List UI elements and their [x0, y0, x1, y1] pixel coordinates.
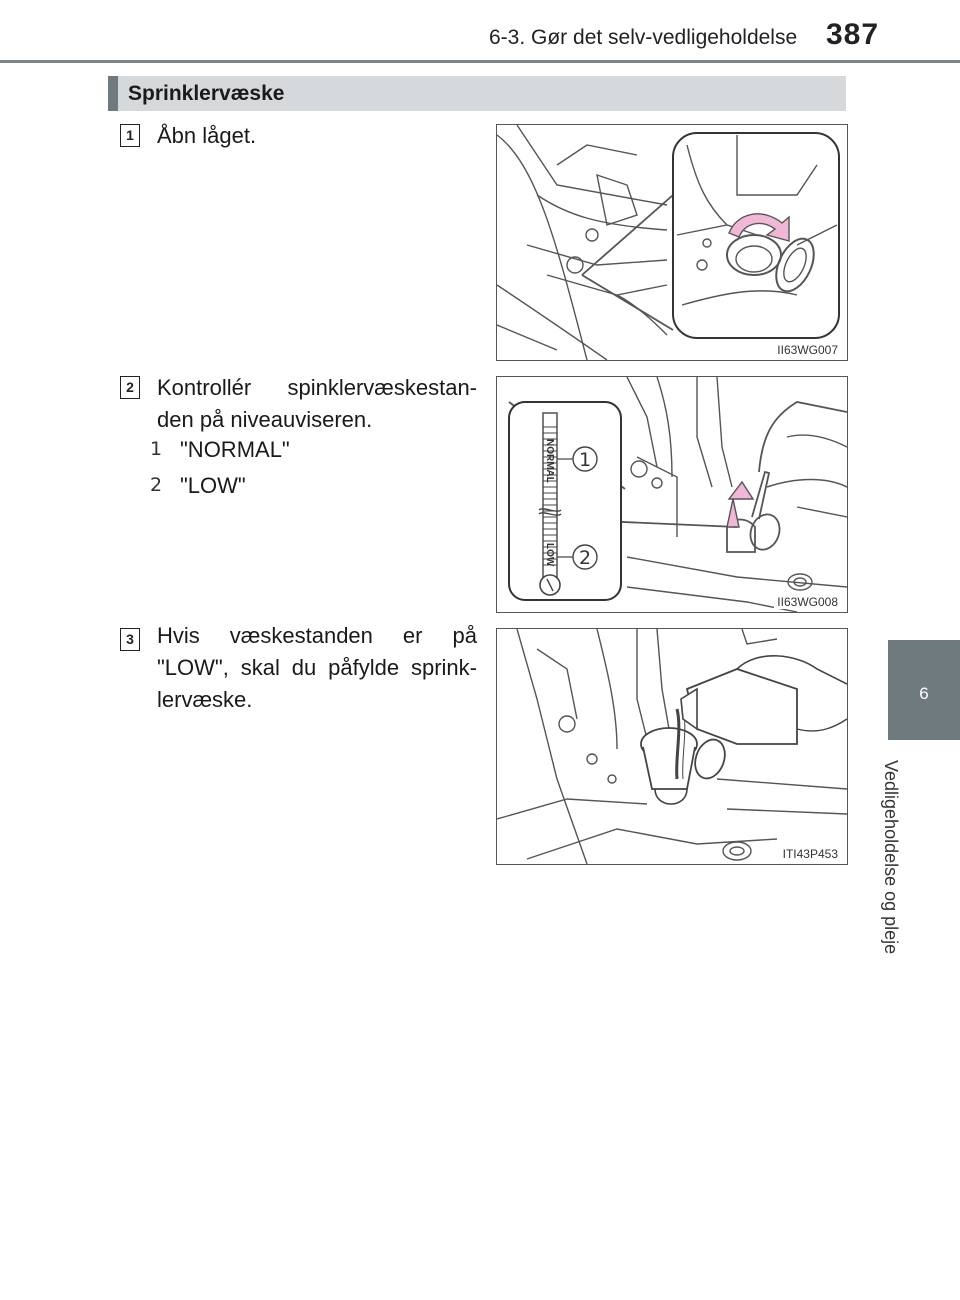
figure-2-code: II63WG008 [774, 595, 841, 609]
header-rule [0, 60, 960, 63]
callout-2-number: 2 [150, 474, 163, 496]
section-heading: Sprinklervæske [128, 82, 285, 105]
chapter-title: Vedligeholdelse og pleje [881, 760, 901, 955]
chapter-tab[interactable] [888, 640, 960, 740]
figure-3-code: ITI43P453 [780, 847, 841, 861]
page-number: 387 [826, 18, 880, 51]
gauge-low-mark: LOW [544, 543, 555, 567]
running-header-title: 6-3. Gør det selv-vedligeholdelse [489, 26, 798, 49]
figure-refill-drawing [497, 629, 847, 864]
step-3-number: 3 [120, 628, 140, 651]
gauge-callout-1: 1 [579, 449, 592, 471]
step-3-text: Hvis væskestanden er på "LOW", skal du påfylde sprink-lervæske. [157, 623, 477, 712]
callout-1-number: 1 [150, 438, 163, 460]
figure-refill [496, 628, 848, 865]
figure-open-cap-drawing [497, 125, 847, 360]
figure-level-gauge [496, 376, 848, 613]
figure-1-code: II63WG007 [774, 343, 841, 357]
section-heading-stripe [108, 76, 118, 111]
step-2-number: 2 [120, 376, 140, 399]
chapter-title-vertical [881, 760, 923, 980]
figure-level-gauge-drawing [497, 377, 847, 612]
figure-level-gauge-zoom-frame [509, 402, 621, 600]
callout-2-label: "LOW" [180, 473, 246, 498]
gauge-callout-2: 2 [579, 547, 592, 569]
step-1-number: 1 [120, 124, 140, 147]
chapter-number: 6 [919, 684, 929, 703]
section-heading-bar [108, 76, 846, 111]
step-2-text: Kontrollér spinklervæskestan-den på niveauviseren. [157, 375, 477, 432]
callout-1-label: "NORMAL" [180, 437, 290, 462]
gauge-normal-mark: NORMAL [544, 439, 555, 483]
step-1-text: Åbn låget. [157, 123, 257, 148]
figure-open-cap [496, 124, 848, 361]
